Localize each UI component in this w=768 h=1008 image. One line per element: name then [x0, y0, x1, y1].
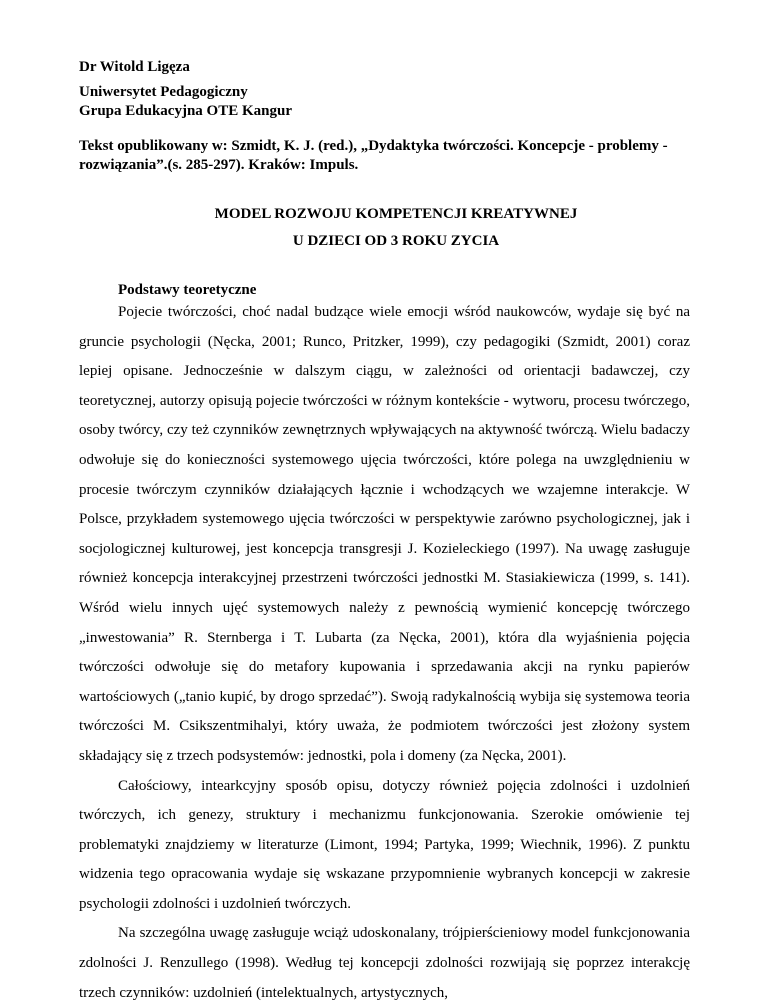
affiliation-university: Uniwersytet Pedagogiczny	[79, 84, 248, 100]
affiliation-group: Grupa Edukacyjna OTE Kangur	[79, 103, 292, 119]
document-header	[79, 58, 699, 121]
paragraph: Pojecie twórczości, choć nadal budzące wiele emocji wśród naukowców, wydaje się być na gruncie psychologii (Nęcka, 2001; Runco, Pritzker, 1999), czy pedagogiki (Szmidt, 2001) coraz lepiej opisane. Jednocześnie w dalszym ciągu, w zależności od orientacji badawczej, czy teoretycznej, autorzy opisują pojecie twórczości w różnym kontekście - wytworu, procesu twórczego, osoby twórcy, czy też czynników zewnętrznych wpływających na aktywność twórczą. Wielu badaczy odwołuje się do konieczności systemowego ujęcia twórczości, które polega na uwzględnieniu w procesie twórczym czynników działających łącznie i wchodzących we wzajemne interakcje. W Polsce, przykładem systemowego ujęcia twórczości w perspektywie zarówno psychologicznej, jak i socjologicznej kulturowej, jest koncepcja transgresji J. Kozieleckiego (1997). Na uwagę zasługuje również koncepcja interakcyjnej przestrzeni twórczości jednostki M. Stasiakiewicza (1999, s. 141). Wśród wielu innych ujęć systemowych należy z pewnością wymienić koncepcję twórczego „inwestowania” R. Sternberga i T. Lubarta (za Nęcka, 2001), która dla wyjaśnienia pojęcia twórczości odwołuje się do metafory kupowania i sprzedawania akcji na rynku papierów wartościowych („tanio kupić, by drogo sprzedać”). Swoją radykalnością wybija się systemowa teoria twórczości M. Csikszentmihalyi, który uważa, że podmiotem twórczości jest złożony system składający się z trzech podsystemów: jednostki, pola i domeny (za Nęcka, 2001).	[79, 304, 690, 764]
author-name: Dr Witold Ligęza	[79, 59, 190, 75]
document-title-line-1: MODEL ROZWOJU KOMPETENCJI KREATYWNEJ	[214, 206, 578, 222]
body-text	[79, 298, 690, 1008]
publication-note: Tekst opublikowany w: Szmidt, K. J. (red.), „Dydaktyka twórczości. Koncepcje - problemy - rozwiązania”.(s. 285-297). Kraków: Impuls.	[79, 138, 668, 173]
paragraph: Na szczególna uwagę zasługuje wciąż udoskonalany, trójpierścieniowy model funkcjonowania zdolności J. Renzullego (1998). Według tej koncepcji zdolności rozwijają się poprzez interakcję trzech czynników: uzdolnień (intelektualnych, artystycznych,	[79, 925, 690, 1001]
section-heading: Podstawy teoretyczne	[118, 282, 257, 298]
document-title-line-2: U DZIECI OD 3 ROKU ZYCIA	[292, 233, 500, 249]
paragraph: Całościowy, intearkcyjny sposób opisu, dotyczy również pojęcia zdolności i uzdolnień twórczych, ich genezy, struktury i mechanizmu funkcjonowania. Szerokie omówienie tej problematyki znajdziemy w literaturze (Limont, 1994; Partyka, 1999; Wiechnik, 1996). Z punktu widzenia tego opracowania wydaje się wskazane przypomnienie wybranych koncepcji w zakresie psychologii zdolności i uzdolnień twórczych.	[79, 777, 690, 912]
